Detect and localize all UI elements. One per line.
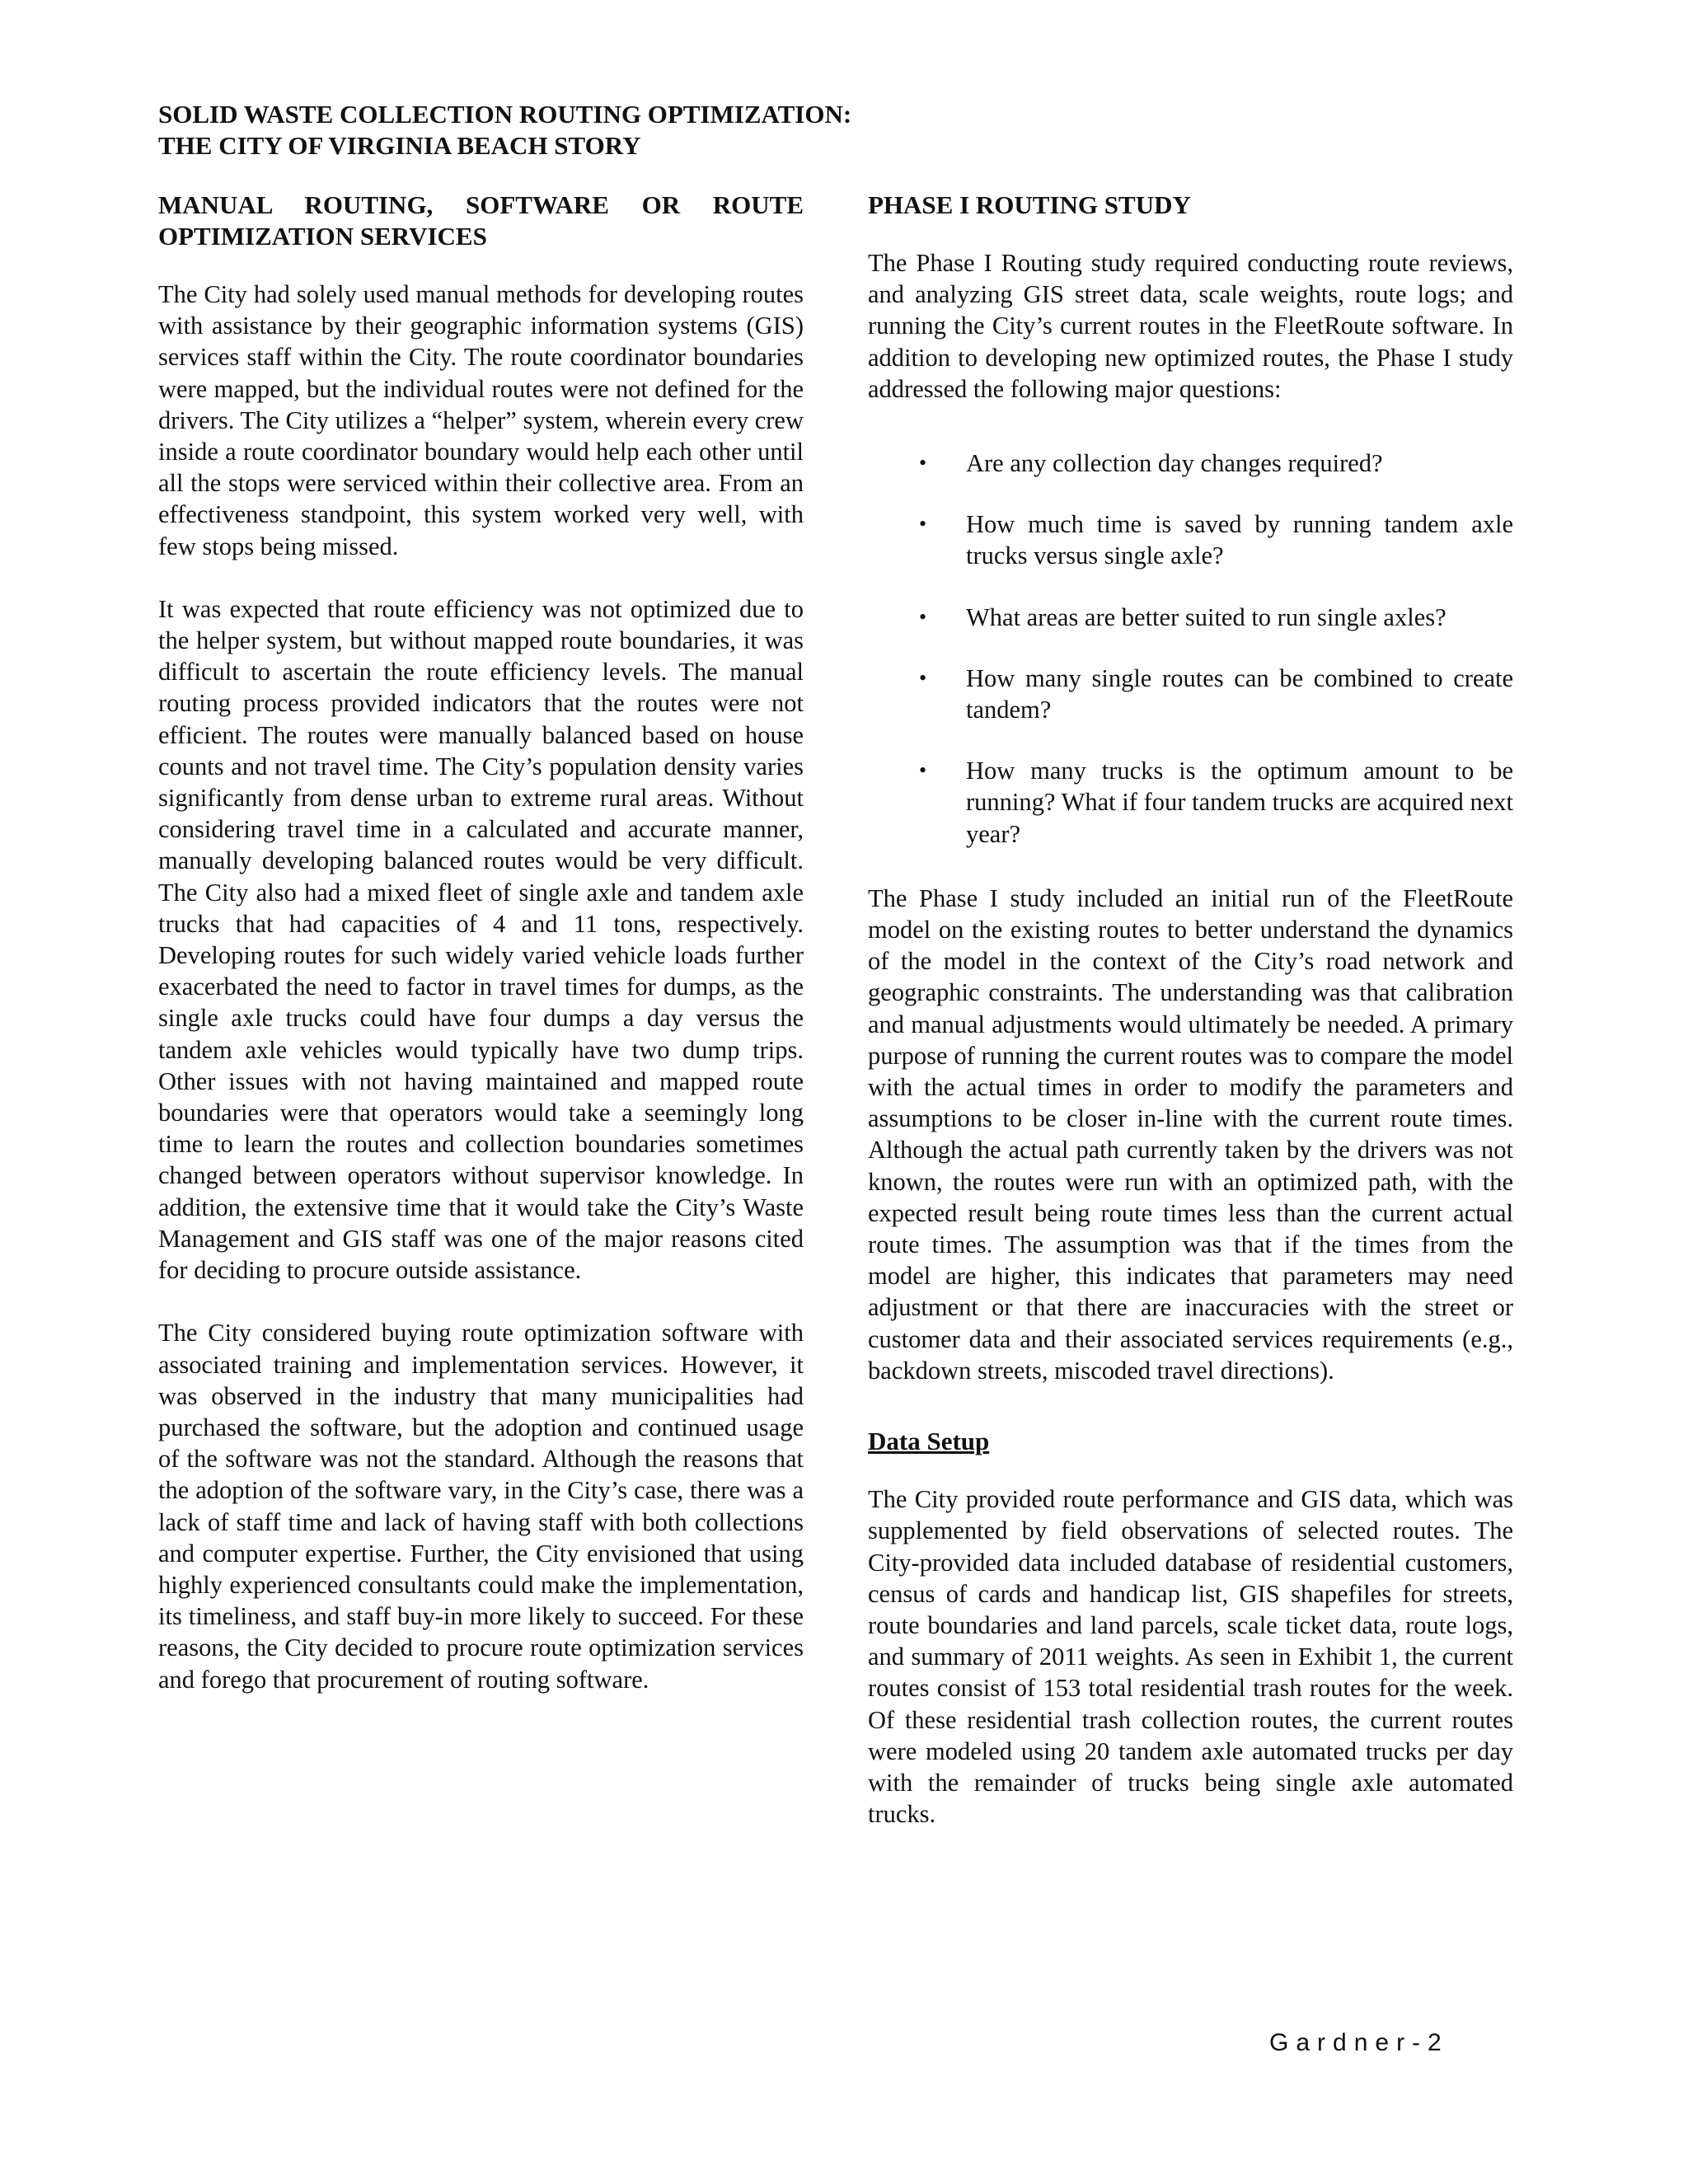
page-title-line-2: THE CITY OF VIRGINIA BEACH STORY: [158, 131, 641, 160]
list-item-text: How many single routes can be combined to create tandem?: [966, 663, 1513, 724]
list-item-text: How much time is saved by running tandem axle trucks versus single axle?: [966, 510, 1513, 570]
paragraph: The Phase I Routing study required conducting route reviews, and analyzing GIS street data, scale weights, route logs; and running the City’s current routes in the FleetRoute software. In addition to developing new optimized routes, the Phase I study addressed the following major questions:: [868, 249, 1513, 403]
right-column: [868, 190, 1513, 1861]
bullet-icon: •: [919, 758, 927, 783]
page-title-line-1: SOLID WASTE COLLECTION ROUTING OPTIMIZATION:: [158, 100, 852, 129]
questions-list: [868, 448, 1513, 850]
list-item: [868, 755, 1513, 850]
list-item: [868, 509, 1513, 571]
paragraph: The City had solely used manual methods for developing routes with assistance by their geographic information systems (GIS) services staff within the City. The route coordinator boundaries were mapped, but the individual routes were not defined for the drivers. The City utilizes a “helper” system, wherein every crew inside a route coordinator boundary would help each other until all the stops were serviced within their collective area. From an effectiveness standpoint, this system worked very well, with few stops being missed.: [158, 280, 804, 560]
bullet-icon: •: [919, 604, 927, 629]
left-column: [158, 190, 804, 1727]
paragraph: It was expected that route efficiency was not optimized due to the helper system, but without mapped route boundaries, it was difficult to ascertain the route efficiency levels. The manual routing process provided indicators that the routes were not efficient. The routes were manually balanced based on house counts and not travel time. The City’s population density varies significantly from dense urban to extreme rural areas. Without considering travel time in a calculated and accurate manner, manually developing balanced routes would be very difficult. The City also had a mixed fleet of single axle and tandem axle trucks that had capacities of 4 and 11 tons, respectively. Developing routes for such widely varied vehicle loads further exacerbated the need to factor in travel times for dumps, as the single axle trucks could have four dumps a day versus the tandem axle vehicles would typically have two dump trips. Other issues with not having maintained and mapped route boundaries were that operators would take a seemingly long time to learn the routes and collection boundaries sometimes changed between operators without supervisor knowledge. In addition, the extensive time that it would take the City’s Waste Management and GIS staff was one of the major reasons cited for deciding to procure outside assistance.: [158, 594, 804, 1285]
bullet-icon: •: [919, 451, 927, 476]
bullet-icon: •: [919, 665, 927, 690]
list-item: [868, 448, 1513, 479]
page-footer: Gardner-2: [1269, 2029, 1449, 2056]
bullet-icon: •: [919, 512, 927, 537]
section-heading-phase-1: PHASE I ROUTING STUDY: [868, 190, 1191, 219]
subheading-data-setup: Data Setup: [868, 1427, 990, 1456]
list-item-text: What areas are better suited to run single axles?: [966, 602, 1447, 631]
list-item-text: How many trucks is the optimum amount to be running? What if four tandem trucks are acquired next year?: [966, 757, 1513, 848]
paragraph: The Phase I study included an initial run of the FleetRoute model on the existing routes to better understand the dynamics of the model in the context of the City’s road network and geographic constraints. The understanding was that calibration and manual adjustments would ultimately be needed. A primary purpose of running the current routes was to compare the model with the actual times in order to modify the parameters and assumptions to be closer in-line with the current route times. Although the actual path currently taken by the drivers was not known, the routes were run with an optimized path, with the expected result being route times less than the current actual route times. The assumption was that if the times from the model are higher, this indicates that parameters may need adjustment or that there are inaccuracies with the street or customer data and their associated services requirements (e.g., backdown streets, miscoded travel directions).: [868, 883, 1513, 1385]
list-item-text: Are any collection day changes required?: [966, 449, 1383, 478]
paragraph: The City considered buying route optimization software with associated training and implementation services. However, it was observed in the industry that many municipalities had purchased the software, but the adoption and continued usage of the software was not the standard. Although the reasons that the adoption of the software vary, in the City’s case, there was a lack of staff time and lack of having staff with both collections and computer expertise. Further, the City envisioned that using highly experienced consultants could make the implementation, its timeliness, and staff buy-in more likely to succeed. For these reasons, the City decided to procure route optimization services and forego that procurement of routing software.: [158, 1319, 804, 1694]
page-title: [158, 99, 1559, 162]
list-item: [868, 602, 1513, 633]
list-item: [868, 663, 1513, 725]
paragraph: The City provided route performance and GIS data, which was supplemented by field observations of selected routes. The City-provided data included database of residential customers, census of cards and handicap list, GIS shapefiles for streets, route boundaries and land parcels, scale ticket data, route logs, and summary of 2011 weights. As seen in Exhibit 1, the current routes consist of 153 total residential trash routes for the week. Of these residential trash collection routes, the current routes were modeled using 20 tandem axle automated trucks per day with the remainder of trucks being single axle automated trucks.: [868, 1485, 1513, 1829]
section-heading-manual-routing: MANUAL ROUTING, SOFTWARE OR ROUTE OPTIMIZATION SERVICES: [158, 190, 804, 251]
